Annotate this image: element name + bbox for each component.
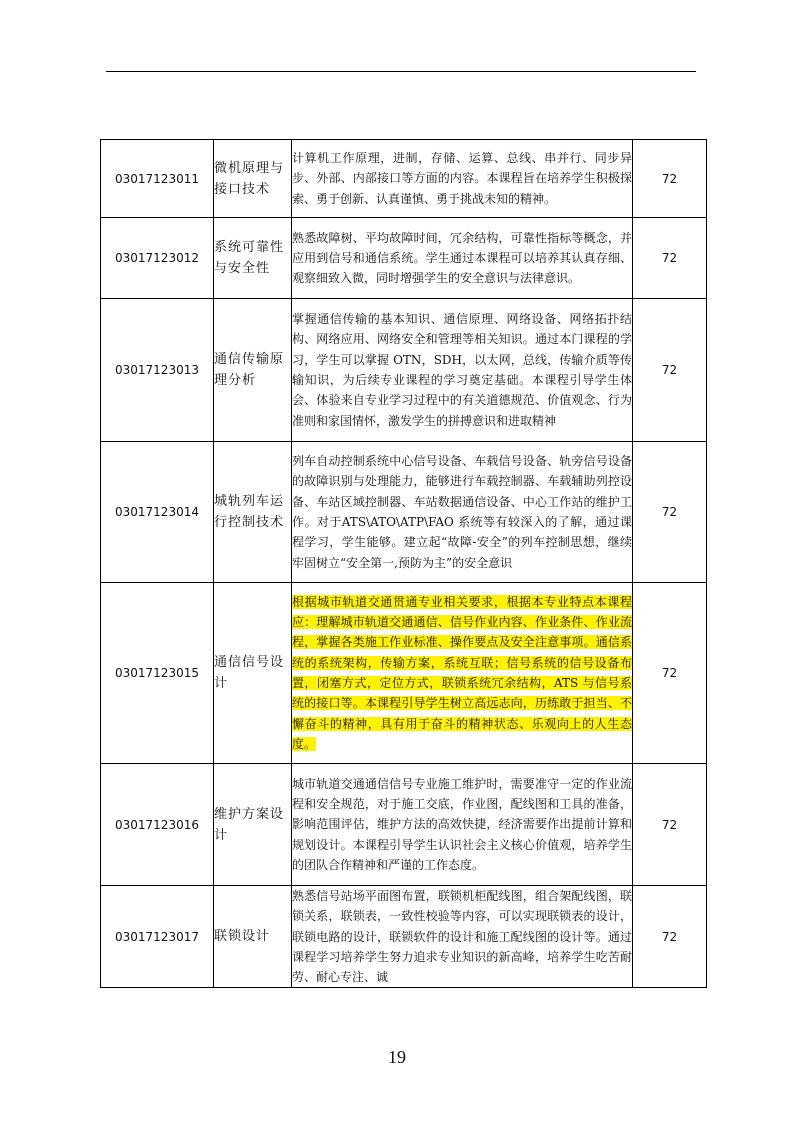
course-name: 维护方案设计 bbox=[214, 764, 292, 886]
course-name: 微机原理与接口技术 bbox=[214, 140, 292, 218]
course-code: 03017123016 bbox=[101, 764, 214, 886]
course-name: 城轨列车运行控制技术 bbox=[214, 442, 292, 583]
course-hours: 72 bbox=[633, 299, 707, 442]
course-code: 03017123013 bbox=[101, 299, 214, 442]
course-name: 通信传输原理分析 bbox=[214, 299, 292, 442]
course-hours: 72 bbox=[633, 886, 707, 988]
course-description: 熟悉故障树、平均故障时间，冗余结构，可靠性指标等概念，并应用到信号和通信系统。学生通过本课程可以培养其认真存细、观察细致入微，同时增强学生的安全意识与法律意识。 bbox=[292, 218, 633, 299]
course-name: 联锁设计 bbox=[214, 886, 292, 988]
course-hours: 72 bbox=[633, 764, 707, 886]
table-row bbox=[101, 140, 707, 218]
table-row bbox=[101, 886, 707, 988]
course-description: 城市轨道交通通信信号专业施工维护时，需要准守一定的作业流程和安全规范，对于施工交底，作业图，配线图和工具的准备，影响范围评估，维护方法的高效快捷，经济需要作出提前计算和规划设计。本课程引导学生认识社会主义核心价值观，培养学生的团队合作精神和严谨的工作态度。 bbox=[292, 764, 633, 886]
course-table bbox=[100, 139, 707, 988]
course-code: 03017123012 bbox=[101, 218, 214, 299]
course-code: 03017123014 bbox=[101, 442, 214, 583]
table-row bbox=[101, 299, 707, 442]
course-hours: 72 bbox=[633, 583, 707, 764]
page-number: 19 bbox=[388, 1047, 406, 1067]
course-code: 03017123011 bbox=[101, 140, 214, 218]
highlighted-text: 根据城市轨道交通贯通专业相关要求，根据本专业特点本课程应：理解城市轨道交通通信、信号作业内容、作业条件、作业流程，掌握各类施工作业标准、操作要点及安全注意事项。通信系统的系统架构，传输方案，系统互联；信号系统的信号设备布置，闭塞方式，定位方式，联锁系统冗余结构，ATS 与信号系统的接口等。本课程引导学生树立高远志向，历练敢于担当、不懈奋斗的精神，具有用于奋斗的精神状态、乐观向上的人生态度。 bbox=[292, 594, 632, 751]
course-description: 计算机工作原理，进制，存储、运算、总线、串并行、同步异步、外部、内部接口等方面的内容。本课程旨在培养学生积极探索、勇于创新、认真谨慎、勇于挑战未知的精神。 bbox=[292, 140, 633, 218]
course-hours: 72 bbox=[633, 140, 707, 218]
course-code: 03017123017 bbox=[101, 886, 214, 988]
table-row bbox=[101, 764, 707, 886]
table-row bbox=[101, 442, 707, 583]
course-hours: 72 bbox=[633, 442, 707, 583]
course-code: 03017123015 bbox=[101, 583, 214, 764]
course-description: 熟悉信号站场平面图布置，联锁机柜配线图，组合架配线图，联锁关系，联锁表，一致性校验等内容，可以实现联锁表的设计，联锁电路的设计，联锁软件的设计和施工配线图的设计等。通过课程学习培养学生努力追求专业知识的新高峰，培养学生吃苦耐劳、耐心专注、诚 bbox=[292, 886, 633, 988]
table-row bbox=[101, 218, 707, 299]
course-description: 掌握通信传输的基本知识、通信原理、网络设备、网络拓扑结构、网络应用、网络安全和管理等相关知识。通过本门课程的学习，学生可以掌握 OTN，SDH，以太网，总线，传输介质等传输知识，为后续专业课程的学习奠定基础。本课程引导学生体会、体验来自专业学习过程中的有关道德规范、价值观念、行为准则和家国情怀，激发学生的拼搏意识和进取精神 bbox=[292, 299, 633, 442]
course-name: 系统可靠性与安全性 bbox=[214, 218, 292, 299]
course-description-highlighted bbox=[292, 583, 633, 764]
header-rule bbox=[106, 71, 696, 72]
course-hours: 72 bbox=[633, 218, 707, 299]
course-name: 通信信号设计 bbox=[214, 583, 292, 764]
course-description: 列车自动控制系统中心信号设备、车载信号设备、轨旁信号设备的故障识别与处理能力，能够进行车载控制器、车载辅助列控设备、车站区域控制器、车站数据通信设备、中心工作站的维护工作。对于ATS\ATO\ATP\FAO 系统等有较深入的了解，通过课程学习，学生能够。建立起“故障-安全”的列车控制思想，继续牢固树立“安全第一,预防为主”的安全意识 bbox=[292, 442, 633, 583]
table-row bbox=[101, 583, 707, 764]
